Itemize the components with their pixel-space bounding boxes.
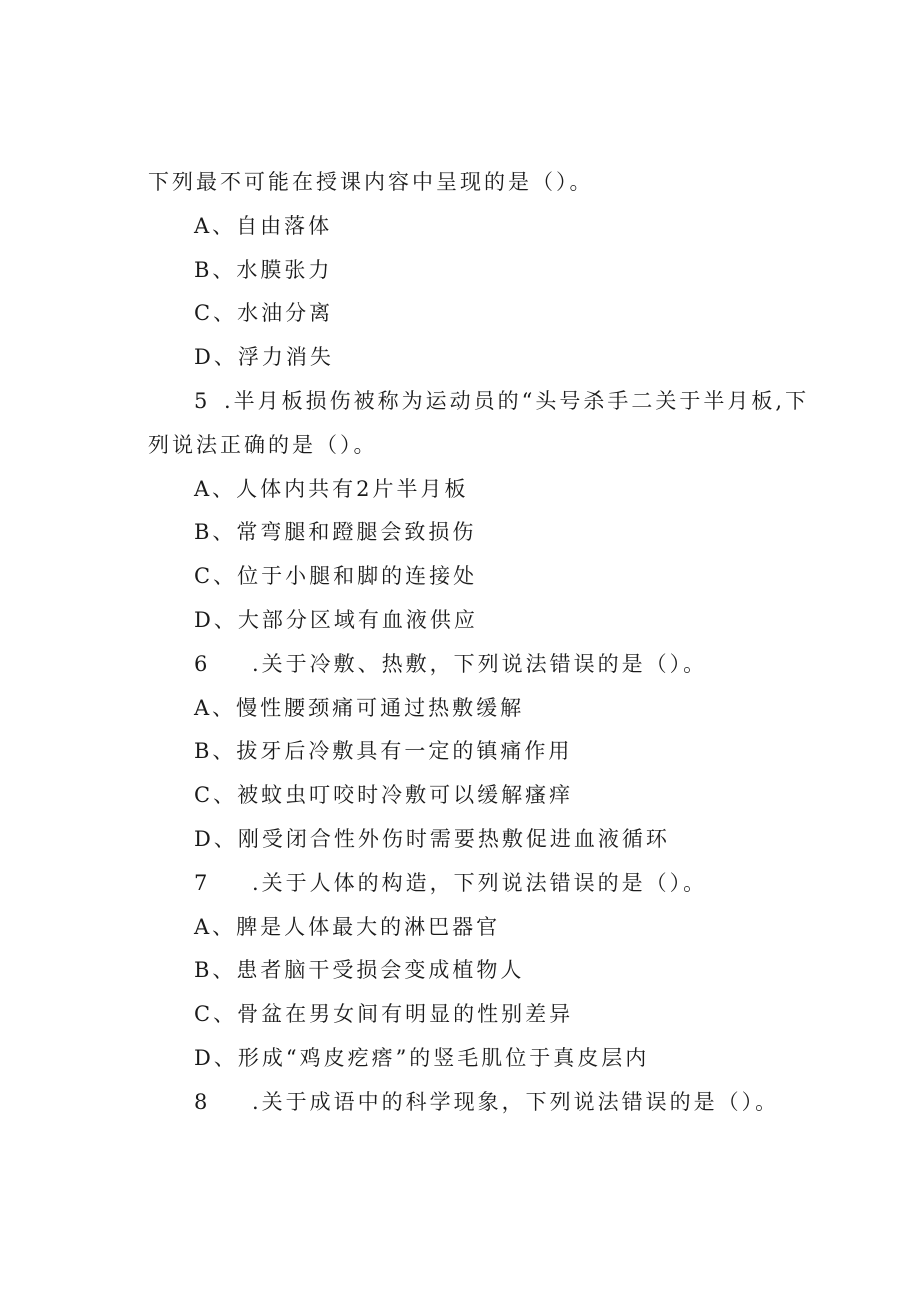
- question-5-number: 5: [194, 389, 211, 413]
- question-4-option-c: C、水油分离: [194, 301, 334, 325]
- question-5-text: .半月板损伤被称为运动员的“头号杀手二关于半月板,下: [224, 389, 810, 413]
- question-5-stem-continued: 列说法正确的是（）。: [148, 433, 378, 457]
- question-6-option-b: B、拔牙后冷敷具有一定的镇痛作用: [194, 739, 573, 763]
- question-7-option-a: A、脾是人体最大的淋巴器官: [194, 915, 501, 939]
- question-6-number: 6: [194, 652, 211, 676]
- question-4-stem: 下列最不可能在授课内容中呈现的是（）。: [148, 170, 594, 194]
- question-5-option-b: B、常弯腿和蹬腿会致损伤: [194, 520, 477, 544]
- question-7-option-b: B、患者脑干受损会变成植物人: [194, 958, 525, 982]
- question-5-title: [194, 387, 809, 415]
- question-6-option-a: A、慢性腰颈痛可通过热敷缓解: [194, 696, 525, 720]
- question-5-option-c: C、位于小腿和脚的连接处: [194, 564, 478, 588]
- question-7-title: [194, 869, 707, 897]
- question-4-option-d: D、浮力消失: [194, 345, 334, 369]
- question-5-option-a: A、人体内共有2片半月板: [194, 477, 469, 501]
- question-7-number: 7: [194, 871, 211, 895]
- question-6-title: [194, 650, 707, 678]
- question-7-option-d: D、形成“鸡皮疙瘩”的竖毛肌位于真皮层内: [194, 1046, 650, 1070]
- question-6-option-d: D、刚受闭合性外伤时需要热敷促进血液循环: [194, 827, 670, 851]
- question-6-text: .关于冷敷、热敷，下列说法错误的是（）。: [252, 652, 708, 676]
- question-5-option-d: D、大部分区域有血液供应: [194, 608, 478, 632]
- question-8-title: [194, 1088, 779, 1116]
- question-8-text: .关于成语中的科学现象，下列说法错误的是（）。: [252, 1090, 780, 1114]
- question-4-option-b: B、水膜张力: [194, 258, 333, 282]
- question-7-text: .关于人体的构造，下列说法错误的是（）。: [252, 871, 708, 895]
- question-8-number: 8: [194, 1090, 211, 1114]
- question-6-option-c: C、被蚊虫叮咬时冷敷可以缓解瘙痒: [194, 783, 574, 807]
- question-4-option-a: A、自由落体: [194, 214, 333, 238]
- question-7-option-c: C、骨盆在男女间有明显的性别差异: [194, 1002, 574, 1026]
